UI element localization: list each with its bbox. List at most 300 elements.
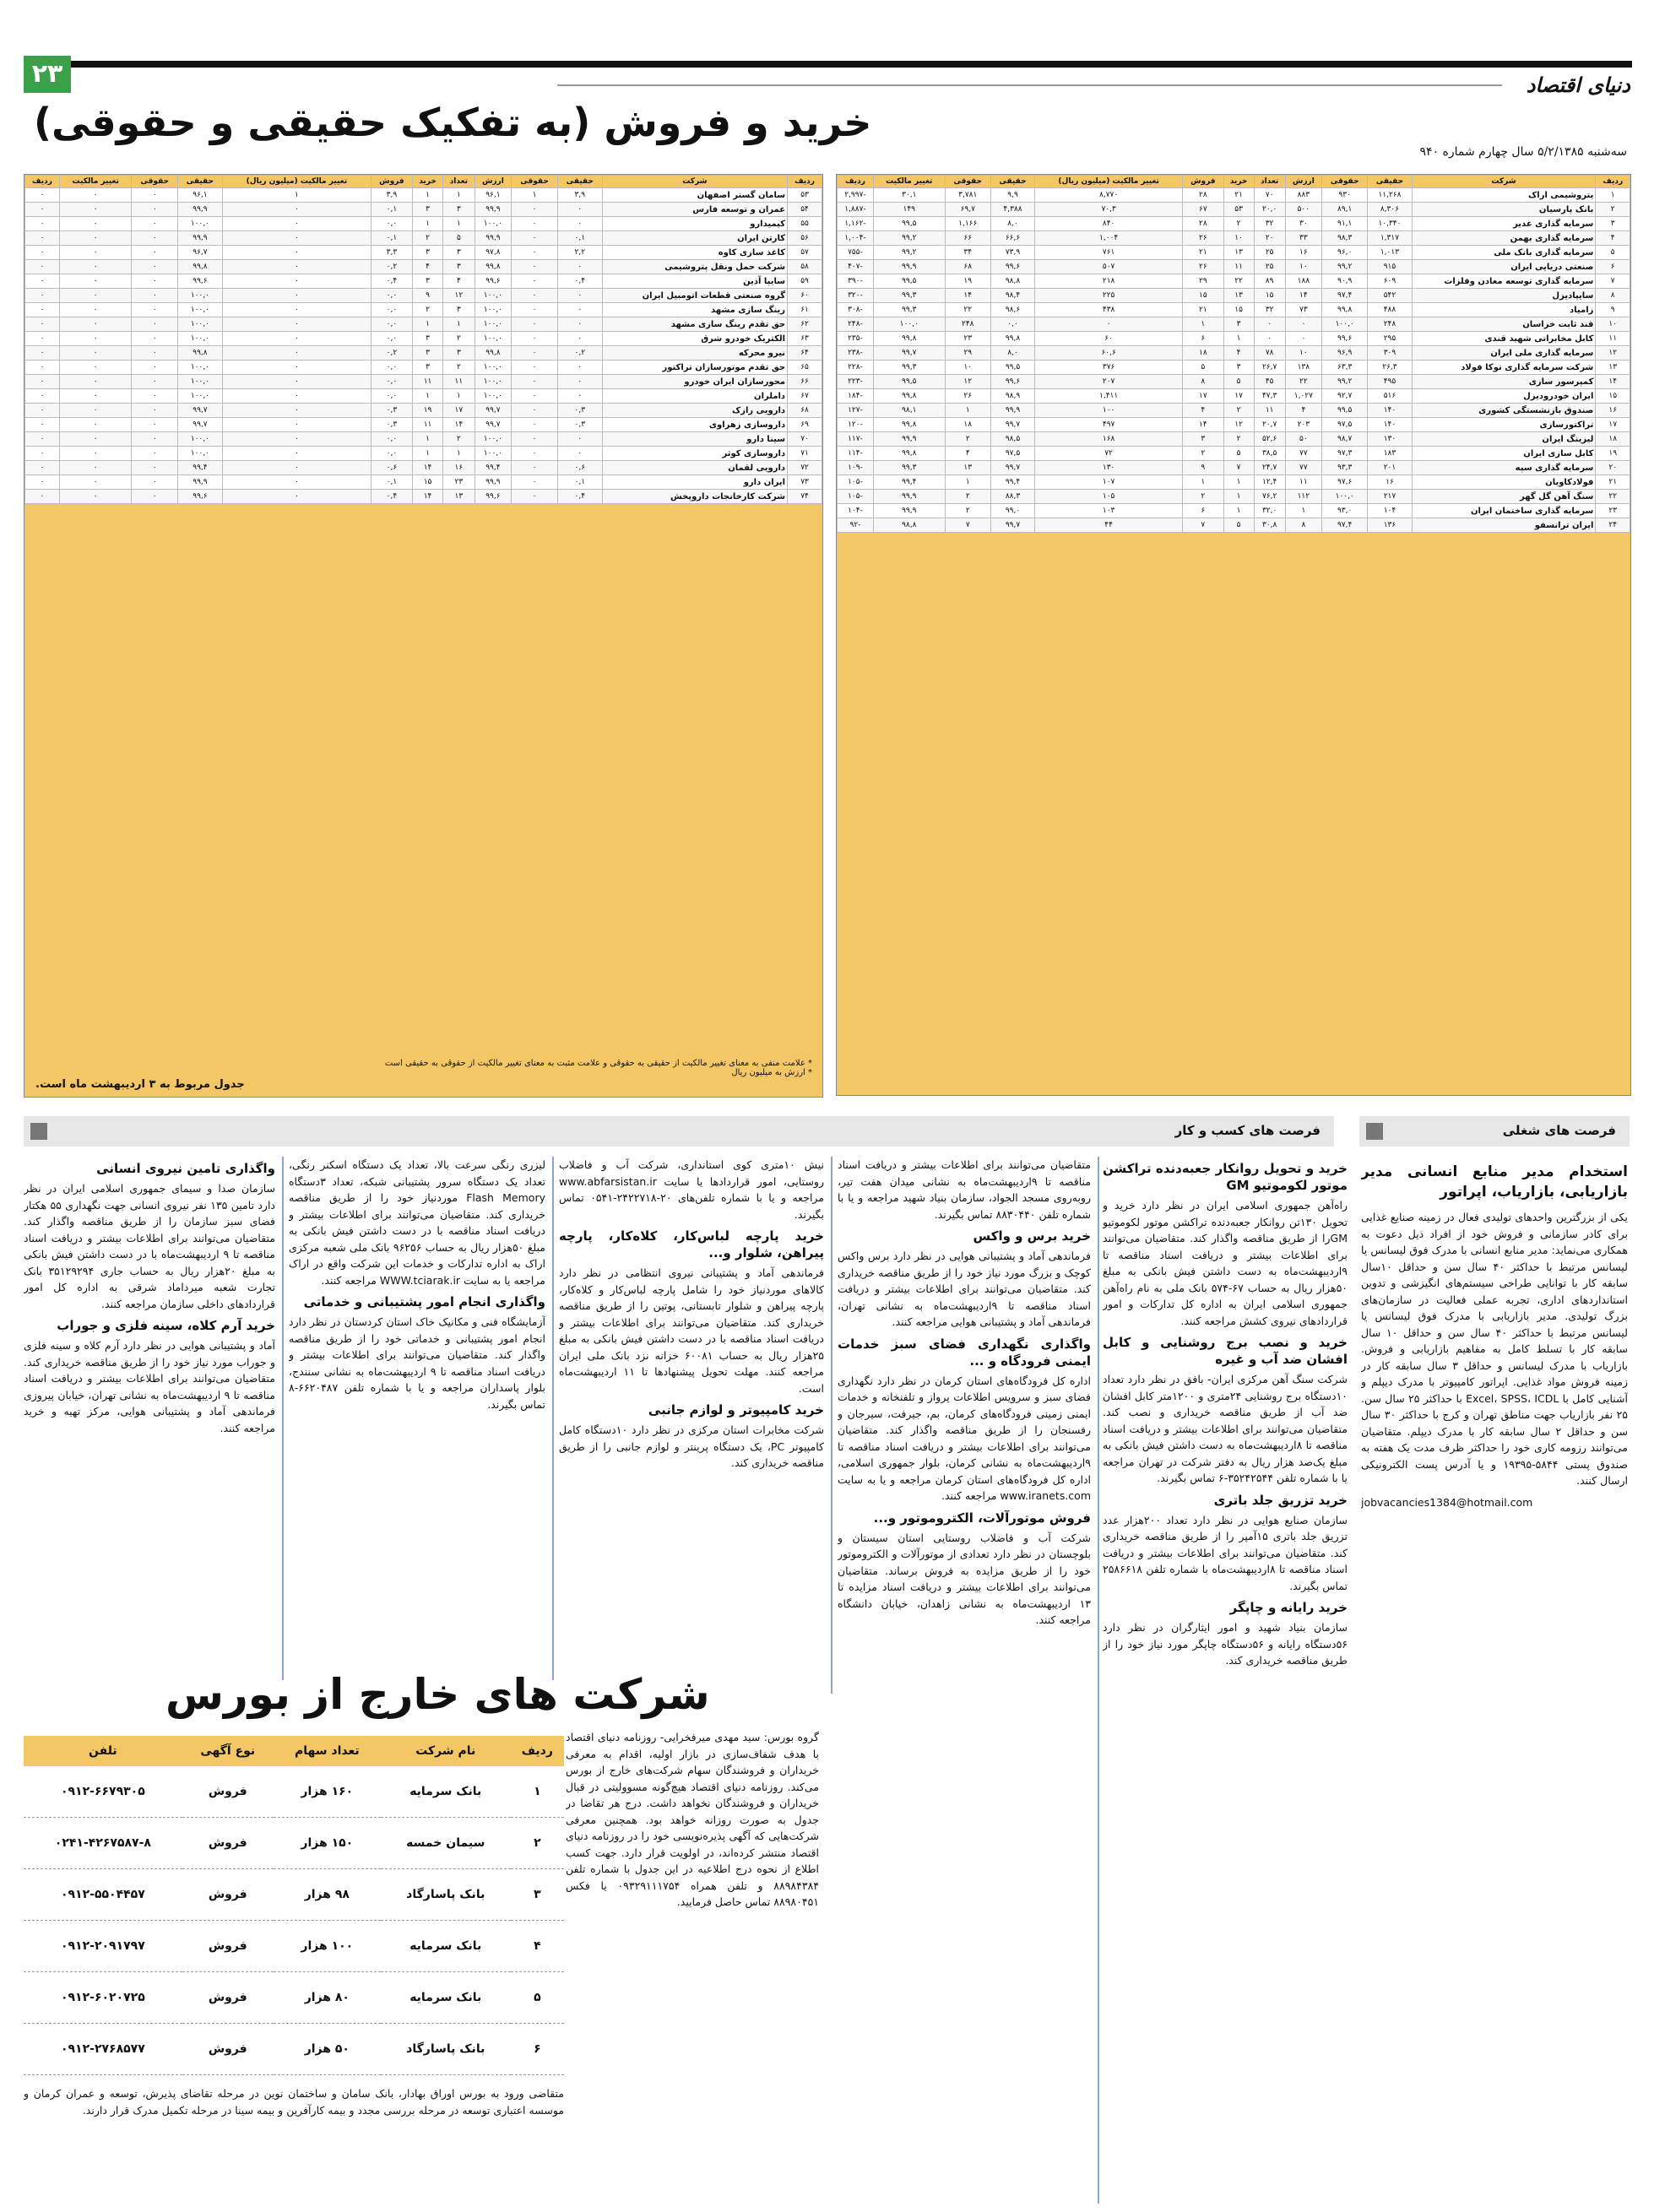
table-cell: ۲۳ [1596, 504, 1630, 518]
table-cell: ۱۱ [443, 375, 475, 389]
table-cell: ۰ [60, 375, 132, 389]
table-cell: ۹,۹ [990, 188, 1034, 203]
table-cell: ۶۶ [945, 231, 990, 246]
table-cell: ۰ [557, 447, 602, 461]
table-cell: ۱۰۰,۰ [178, 447, 223, 461]
top-rule [24, 61, 1632, 68]
table-cell: ۰ [25, 361, 60, 375]
company-name: تراکتورسازی [1412, 418, 1596, 432]
table-row [25, 432, 822, 447]
table-cell: ۰ [512, 418, 558, 432]
column-header: تعداد [1254, 176, 1285, 188]
section-header-business [24, 1116, 1334, 1147]
table-cell: ۴۴ [1035, 518, 1183, 533]
table-cell: فروش [182, 1869, 274, 1921]
table-cell: ۰ [512, 289, 558, 303]
table-row [838, 289, 1630, 303]
table-cell: ۱۳۸ [1285, 361, 1321, 375]
table-cell: ۰ [512, 246, 558, 260]
table-cell: ۶۰,۶ [1035, 346, 1183, 361]
table-cell: ۱۳۶ [1368, 518, 1412, 533]
ad-text: شرکت آب و فاضلاب روستایی استان سیستان و بلوچستان در نظر دارد تعدادی از موتورآلات و الکتروموتور خود را از طریق مزایده به فروش برساند. متقاضیان می‌توانند برای اطلاعات بیشتر و دریافت اسناد مزایده تا ۱۳ اردیبهشت‌ماه به نشانی زاهدان، خیابان دانشگاه مراجعه کنند. [838, 1531, 1091, 1626]
table-cell: ۹۹,۳ [873, 361, 945, 375]
table-cell: ۹۹,۹ [475, 231, 512, 246]
table-cell: ۰,۳ [557, 404, 602, 418]
table-cell: ۰ [222, 346, 371, 361]
table-cell: ۴۳۸ [1035, 303, 1183, 317]
table-cell: ۹ [1596, 303, 1630, 317]
table-cell: ۲,۲ [557, 246, 602, 260]
ad-heading: خرید و نصب برج روشنایی و کابل افشان ضد آب و غیره [1103, 1335, 1348, 1367]
table-cell: ۰ [557, 317, 602, 332]
table-cell: ۰ [512, 447, 558, 461]
table-cell: ۱۰۰,۰ [178, 332, 223, 346]
table-cell: ۹۹,۸ [178, 346, 223, 361]
table-cell: ۹۹,۹ [178, 231, 223, 246]
table-cell: بانک پاسارگاد [381, 1869, 511, 1921]
company-name: دارویی لقمان [602, 461, 787, 475]
table-row [25, 203, 822, 217]
column-header: ردیف [788, 176, 822, 188]
table-cell: ۸۸,۳ [990, 490, 1034, 504]
table-cell: ۵۴ [788, 203, 822, 217]
table-cell: ۴ [443, 274, 475, 289]
table-cell: ۸۸۳ [1285, 188, 1321, 203]
phone-number: ۰۹۱۲-۵۵۰۴۴۵۷ [24, 1869, 182, 1921]
table-row [838, 332, 1630, 346]
table-cell: ۴ [511, 1921, 564, 1972]
table-cell: -۱۰۵ [838, 475, 874, 490]
table-cell: ۹۶,۰ [1322, 246, 1368, 260]
table-cell: ۲ [1183, 490, 1223, 504]
table-cell: ۰ [132, 317, 178, 332]
table-cell: ۲۹۵ [1368, 332, 1412, 346]
table-cell: ۱ [443, 217, 475, 231]
table-cell: ۰ [512, 203, 558, 217]
table-cell: ۹۹,۴ [873, 475, 945, 490]
table-cell: ۹۹,۹ [873, 490, 945, 504]
table-cell: ۵۵ [788, 217, 822, 231]
table-cell: -۱۲۷ [838, 404, 874, 418]
table-cell: ۰ [222, 475, 371, 490]
table-cell: ۰ [222, 361, 371, 375]
company-name: سینا دارو [602, 432, 787, 447]
table-cell: ۹۹,۷ [990, 461, 1034, 475]
ad-text: فرماندهی آماد و پشتیبانی هوایی در نظر دارد برس واکس کوچک و بزرگ مورد نیاز خود را از طریق مناقصه خریداری کند. متقاضیان می‌توانند برای اطلاعات بیشتر و دریافت اسناد مناقصه تا ۹اردیبهشت‌ماه به نشانی تهران، فرماندهی آماد و پشتیبانی هوایی مراجعه کنند. [838, 1250, 1091, 1328]
table-cell: ۱ [1183, 317, 1223, 332]
table-cell: ۱۰۵ [1035, 490, 1183, 504]
delisted-banner: شرکت های خارج از بورس [165, 1670, 710, 1719]
company-name: قند ثابت خراسان [1412, 317, 1596, 332]
table-cell: ۰ [132, 303, 178, 317]
table-cell: ۱۰۰,۰ [1322, 490, 1368, 504]
table-cell: ۹۹,۸ [873, 447, 945, 461]
table-cell: ۲۶ [1183, 231, 1223, 246]
table-cell: ۲۶,۷ [1254, 361, 1285, 375]
table-cell: ۹۹,۲ [873, 231, 945, 246]
table-cell: ۰,۴ [371, 490, 413, 504]
column-header: حقیقی [178, 176, 223, 188]
table-cell: ۳۰ [1285, 217, 1321, 231]
table-cell: ۱۰ [1596, 317, 1630, 332]
column-header: حقیقی [990, 176, 1034, 188]
table-cell: -۱۱۷ [838, 432, 874, 447]
ad-text: سازمان بنیاد شهید و امور ایثارگران در نظر دارد ۵۶دستگاه رایانه و ۵۶دستگاه چاپگر مورد نیاز خود را از طریق مناقصه خریداری کند. [1103, 1621, 1348, 1667]
company-name: داروسازی زهراوی [602, 418, 787, 432]
column-divider [552, 1157, 554, 1680]
table-cell: ۹۳,۳ [1322, 461, 1368, 475]
table-row [24, 2024, 564, 2075]
table-cell: ۳۰,۱ [873, 188, 945, 203]
table-cell: ۰ [557, 260, 602, 274]
table-cell: ۱۰۰,۰ [178, 361, 223, 375]
table-cell: ۲۹ [945, 346, 990, 361]
company-name: زامیاد [1412, 303, 1596, 317]
table-cell: ۰ [1285, 332, 1321, 346]
table-cell: ۲۲ [945, 303, 990, 317]
table-date-note: جدول مربوط به ۳ اردیبهشت ماه است. [35, 1078, 245, 1091]
table-cell: ۱۱ [1223, 260, 1254, 274]
delisted-table [24, 1736, 564, 2075]
table-cell: ۰ [25, 389, 60, 404]
footnote: * علامت منفی به معنای تغییر مالکیت از حقیقی به حقوقی و علامت مثبت به معنای تغییر مالکیت از حقوقی به حقیقی است [384, 1059, 812, 1068]
delisted-text: گروه بورس: سید مهدی میرفخرایی- روزنامه دنیای اقتصاد با هدف شفاف‌سازی در بازار اولیه، اقدام به معرفی خریداران و فروشندگان سهام شرکت‌های خارج از بورس می‌کند. روزنامه دنیای اقتصاد هیچ‌گونه مسوولیتی در قبال خریداران و فروشندگان نخواهد داشت. درج هر تقاضا در جدول به صورت روزانه خواهد بود. همچنین معرفی شرکت‌هایی که آگهی پذیره‌نویسی خود را در روزنامه دنیای اقتصاد منتشر کرده‌اند، در اولویت قرار دارد. جهت کسب اطلاع از نحوه درج اطلاعیه در این جدول با شماره تلفن ۸۸۹۸۴۳۸۴ و تلفن همراه ۰۹۳۲۹۱۱۱۷۵۴ یا فکس ۸۸۹۸۰۴۵۱ تماس حاصل فرمایید. [566, 1731, 819, 1908]
company-name: سرمایه گذاری بهمن [1412, 231, 1596, 246]
table-cell: ۰,۰ [371, 375, 413, 389]
table-row [838, 389, 1630, 404]
table-cell: ۹۹,۶ [1322, 332, 1368, 346]
table-cell: ۳۲ [1254, 217, 1285, 231]
column-header: حقیقی [557, 176, 602, 188]
table-cell: ۰ [512, 217, 558, 231]
company-name: سرمایه گذاری ساختمان ایران [1412, 504, 1596, 518]
table-row [838, 317, 1630, 332]
job-text: یکی از بزرگترین واحدهای تولیدی فعال در زمینه صنایع غذایی برای کادر سازمانی و فروش خود از افراد ذیل دعوت به همکاری می‌نماید: مدیر منابع انسانی با مدرک فوق لیسانس یا لیسانس مرتبط با حداکثر ۴۰ سال سن و حداقل ۱۰سال سابقه کار با توانایی طراحی سیستم‌های انگیزشی و تدوین استانداردهای اداری، تجربه عملی فعالیت در سازمان‌های بزرگ تولیدی. مدیر بازاریابی با مدرک فوق لیسانس یا لیسانس مرتبط با حداکثر ۴۰ سال سن و حداقل ۱۰ سال سابقه کار با تسلط کامل به مفاهیم بازاریابی و فروش. بازاریاب با مدرک لیسانس و حداقل ۳ سال سابقه کار در زمینه فروش مواد غذایی. اپراتور کامپیوتر با مدرک دیپلم و آشنایی کامل با Excel، SPSS، ICDL با حداکثر ۲۵ سال سن. ۲۵ نفر بازاریاب جهت مناطق تهران و کرج با حداکثر ۳۰ سال سن و حداقل ۲ سال سابقه کار با مدرک دیپلم. متقاضیان می‌توانند رزومه کاری خود را حداکثر ظرف مدت یک هفته به صندوق پستی ۵۸۴۴-۱۹۳۹۵ و یا آدرس پست الکترونیکی ارسال کنند. [1361, 1211, 1628, 1487]
job-email[interactable]: jobvacancies1384@hotmail.com [1361, 1495, 1533, 1509]
table-cell: ۰ [60, 361, 132, 375]
table-footnotes [25, 1057, 819, 1094]
table-cell: -۷۵۵ [838, 246, 874, 260]
column-header: تغییر مالکیت (میلیون ریال) [222, 176, 371, 188]
table-cell: ۰ [222, 203, 371, 217]
company-name: کابل مخابراتی شهید قندی [1412, 332, 1596, 346]
table-cell: ۰ [557, 303, 602, 317]
table-cell: ۳ [412, 203, 442, 217]
table-cell: ۱۶ [1368, 475, 1412, 490]
table-cell: ۰ [60, 289, 132, 303]
table-cell: ۸,۷۷۰ [1035, 188, 1183, 203]
column-header: تعداد سهام [274, 1736, 381, 1766]
table-cell: ۳ [443, 303, 475, 317]
table-cell: -۱۸۴ [838, 389, 874, 404]
company-name: عمران و توسعه فارس [602, 203, 787, 217]
table-cell: ۴۹۵ [1368, 375, 1412, 389]
table-cell: ۳۷۶ [1035, 361, 1183, 375]
table-cell: ۰ [25, 203, 60, 217]
table-cell: ۱۵۰ هزار [274, 1818, 381, 1869]
table-cell: ۱۰۰,۰ [475, 289, 512, 303]
table-cell: ۹۱,۱ [1322, 217, 1368, 231]
table-cell: ۲۵ [1254, 260, 1285, 274]
table-cell: ۹۹,۲ [1322, 260, 1368, 274]
table-cell: ۴ [945, 447, 990, 461]
column-header: تغییر مالکیت [60, 176, 132, 188]
company-name: ایران خودرودیزل [1412, 389, 1596, 404]
table-cell: ۹۸,۷ [1322, 432, 1368, 447]
table-cell: ۱۷ [1183, 389, 1223, 404]
table-cell: ۳ [1596, 217, 1630, 231]
table-cell: بانک سرمایه [381, 1921, 511, 1972]
table-cell: ۵ [1223, 375, 1254, 389]
table-cell: ۷۲ [788, 461, 822, 475]
table-row [838, 490, 1630, 504]
table-cell: ۶۷ [1183, 203, 1223, 217]
table-cell: ۰ [60, 461, 132, 475]
table-cell: ۲۲ [1596, 490, 1630, 504]
column-header: حقوقی [1322, 176, 1368, 188]
table-cell: ۰,۰ [990, 317, 1034, 332]
table-cell: ۰ [512, 346, 558, 361]
company-name: سامان گستر اصفهان [602, 188, 787, 203]
company-name: کیمیدارو [602, 217, 787, 231]
table-cell: ۰ [512, 303, 558, 317]
table-row [25, 217, 822, 231]
table-cell: ۱,۳۱۷ [1368, 231, 1412, 246]
table-cell: ۰ [222, 418, 371, 432]
table-cell: ۹۸,۴ [990, 289, 1034, 303]
ad-heading: خرید برس و واکس [973, 1228, 1091, 1244]
table-cell: ۹۹,۸ [1322, 303, 1368, 317]
table-cell: ۰ [222, 490, 371, 504]
table-row [838, 418, 1630, 432]
table-cell: ۰ [60, 260, 132, 274]
table-cell: ۲۶ [1183, 260, 1223, 274]
table-cell: ۳۰,۸ [1254, 518, 1285, 533]
table-cell: ۲۸ [1183, 217, 1223, 231]
column-header: خرید [412, 176, 442, 188]
table-row [838, 432, 1630, 447]
table-cell: ۱ [412, 188, 442, 203]
ad-heading: خرید کامپیوتر و لوازم جانبی [648, 1402, 824, 1418]
table-cell: ۹۳,۰ [1322, 504, 1368, 518]
table-cell: ۷۳ [1285, 303, 1321, 317]
table-cell: ۱ [222, 188, 371, 203]
table-cell: -۹۲ [838, 518, 874, 533]
table-cell: ۰ [222, 461, 371, 475]
table-row [25, 289, 822, 303]
table-cell: ۱۰ [1285, 260, 1321, 274]
table-cell: ۱۶ [1285, 246, 1321, 260]
table-row [838, 274, 1630, 289]
table-cell: ۰,۰ [371, 361, 413, 375]
table-cell: ۰ [25, 432, 60, 447]
table-cell: ۰,۴ [371, 274, 413, 289]
table-cell: ۰ [132, 389, 178, 404]
table-cell: ۵۴۲ [1368, 289, 1412, 303]
table-cell: ۹۸,۳ [1322, 231, 1368, 246]
table-cell: ۹۹,۷ [178, 418, 223, 432]
company-name: ایران ترانسفو [1412, 518, 1596, 533]
table-row [838, 346, 1630, 361]
ad-heading: واگذاری انجام امور پشتیبانی و خدماتی [303, 1294, 545, 1309]
table-cell: ۳۲,۰ [1254, 504, 1285, 518]
table-row [25, 490, 822, 504]
table-cell: ۱۶ [1596, 404, 1630, 418]
table-cell: ۰ [25, 231, 60, 246]
company-name: کابل سازی ایران [1412, 447, 1596, 461]
table-cell: ۹۹,۷ [475, 404, 512, 418]
table-cell: ۱,۰۱۳ [1368, 246, 1412, 260]
table-cell: ۷ [1183, 518, 1223, 533]
table-cell: ۲ [945, 432, 990, 447]
table-cell: ۶۱ [788, 303, 822, 317]
table-cell: ۱۵ [1223, 303, 1254, 317]
table-cell: ۰ [512, 389, 558, 404]
column-header: تعداد [443, 176, 475, 188]
table-cell: ۹۹,۹ [990, 404, 1034, 418]
business-column [24, 1157, 275, 1680]
column-divider [831, 1157, 832, 1694]
table-cell: ۱۰۰,۰ [475, 361, 512, 375]
table-cell: ۹۹,۷ [873, 346, 945, 361]
table-cell: ۸۹ [1254, 274, 1285, 289]
table-cell: ۶ [1596, 260, 1630, 274]
table-row [24, 1818, 564, 1869]
table-cell: ۰ [25, 260, 60, 274]
table-row [838, 203, 1630, 217]
table-cell: -۱۰۵ [838, 490, 874, 504]
table-cell: ۳۳ [1285, 231, 1321, 246]
table-cell: ۱,۰۰۴ [1035, 231, 1183, 246]
table-cell: ۰ [512, 490, 558, 504]
table-cell: ۰,۰ [371, 389, 413, 404]
table-cell: ۶۰ [788, 289, 822, 303]
column-header: فروش [371, 176, 413, 188]
table-cell: ۰ [222, 317, 371, 332]
table-cell: ۲۰ [1254, 231, 1285, 246]
table-cell: ۷۰,۳ [1035, 203, 1183, 217]
table-cell: ۱ [412, 389, 442, 404]
table-cell: ۰,۱ [557, 475, 602, 490]
table-cell: بانک سرمایه [381, 1972, 511, 2024]
table-row [24, 1972, 564, 2024]
table-cell: ۰ [132, 332, 178, 346]
table-cell: ۰ [25, 289, 60, 303]
table-cell: -۲۳۸ [838, 346, 874, 361]
table-row [25, 317, 822, 332]
table-cell: ۰ [132, 361, 178, 375]
table-cell: ۱۹ [945, 274, 990, 289]
ad-text: آماد و پشتیبانی هوایی در نظر دارد آرم کلاه و سینه فلزی و جوراب مورد نیاز خود را از طریق مناقصه خریداری کند. متقاضیان می‌توانند برای اطلاعات بیشتر و دریافت اسناد مناقصه تا ۹ اردیبهشت‌ماه به نشانی تهران، خیابان پیروزی فرماندهی آماد و پشتیبانی هوایی، مرکز تهیه و خرید مراجعه کنند. [24, 1339, 275, 1434]
table-cell: ۹۹,۵ [873, 274, 945, 289]
table-cell: ۰ [512, 361, 558, 375]
table-cell: فروش [182, 1972, 274, 2024]
table-row [25, 274, 822, 289]
table-cell: ۱۱ [1596, 332, 1630, 346]
table-cell: ۰ [512, 461, 558, 475]
table-cell: ۱۰۰,۰ [475, 217, 512, 231]
table-cell: ۹۷,۴ [1322, 289, 1368, 303]
table-cell: ۵۰۰ [1285, 203, 1321, 217]
table-cell: ۹۶,۹ [1322, 346, 1368, 361]
table-cell: ۱۰۳ [1035, 504, 1183, 518]
table-cell: ۱ [412, 432, 442, 447]
column-header: فروش [1183, 176, 1223, 188]
table-cell: ۲۲ [1285, 375, 1321, 389]
table-cell: ۰ [557, 332, 602, 346]
table-cell: ۹۹,۷ [475, 418, 512, 432]
table-cell: ۹۹,۴ [990, 475, 1034, 490]
table-cell: ۱۳ [1223, 246, 1254, 260]
company-name: داروسازی کوثر [602, 447, 787, 461]
table-cell: ۵ [511, 1972, 564, 2024]
table-row [838, 518, 1630, 533]
table-cell: ۷ [1596, 274, 1630, 289]
table-cell: ۰ [60, 274, 132, 289]
stock-table-right [836, 174, 1631, 1096]
table-cell: ۰ [60, 303, 132, 317]
table-cell: ۲ [1223, 217, 1254, 231]
table-cell: ۷۸ [1254, 346, 1285, 361]
table-cell: ۱۲ [945, 375, 990, 389]
table-cell: ۰,۰ [371, 289, 413, 303]
table-cell: ۰ [60, 203, 132, 217]
table-cell: ۱,۰۲۷ [1285, 389, 1321, 404]
table-cell: ۰ [1254, 332, 1285, 346]
table-cell: ۰ [132, 490, 178, 504]
company-name: الکتریک خودرو شرق [602, 332, 787, 346]
table-cell: ۱ [443, 389, 475, 404]
header-divider [557, 84, 1502, 86]
table-cell: ۱ [1223, 475, 1254, 490]
table-cell: ۸,۳۰۶ [1368, 203, 1412, 217]
table-row [24, 1869, 564, 1921]
job-heading: استخدام مدیر منابع انسانی مدیر بازاریابی، بازاریاب، اپراتور [1361, 1163, 1628, 1201]
table-cell: ۰ [512, 404, 558, 418]
table-cell: ۲ [511, 1818, 564, 1869]
table-cell: ۲۶ [945, 389, 990, 404]
table-cell: ۱۰۰,۰ [475, 432, 512, 447]
table-cell: ۷۲ [1035, 447, 1183, 461]
table-cell: ۱۰۰,۰ [178, 289, 223, 303]
table-cell: ۸,۰ [990, 217, 1034, 231]
ad-heading: خرید تزریق جلد باتری [1213, 1492, 1348, 1508]
table-cell: ۰ [512, 332, 558, 346]
table-cell: ۲ [412, 303, 442, 317]
table-cell: ۰ [60, 389, 132, 404]
table-cell: ۵۰ هزار [274, 2024, 381, 2075]
table-cell: ۱ [443, 188, 475, 203]
table-cell: ۱۰۰,۰ [475, 317, 512, 332]
table-cell: ۰ [222, 375, 371, 389]
table-cell: ۲۶,۳ [1368, 361, 1412, 375]
company-name: شرکت سرمایه گذاری توکا فولاد [1412, 361, 1596, 375]
newspaper-logo: دنیای اقتصاد [1526, 73, 1630, 97]
company-name: دارویی رازک [602, 404, 787, 418]
table-cell: ۲۲۵ [1035, 289, 1183, 303]
table-cell: ۷۰ [788, 432, 822, 447]
table-cell: ۲۲ [1223, 274, 1254, 289]
table-cell: ۹۹,۸ [990, 332, 1034, 346]
table-cell: ۰ [25, 404, 60, 418]
company-name: سرمایه گذاری ملی ایران [1412, 346, 1596, 361]
ad-text: سازمان صدا و سیمای جمهوری اسلامی ایران در نظر دارد تامین ۱۳۵ نفر نیروی انسانی جهت نگهداری ۵۵ هکتار فضای سبز سازمان را از طریق مناقصه واگذار کند. متقاضیان می‌توانند برای اطلاعات بیشتر و دریافت اسناد مناقصه تا ۹ اردیبهشت‌ماه با در دست داشتن فیش بانکی به مبلغ ۲۰هزار ریال به حساب جاری ۳۵۱۲۹۲۹۴ بانک تجارت شعبه میرداماد شرقی به اداره کل امور قراردادهای داخلی سازمان مراجعه کنند. [24, 1182, 275, 1310]
table-cell: ۱۰۰,۰ [178, 317, 223, 332]
table-row [24, 1921, 564, 1972]
table-row [25, 404, 822, 418]
table-cell: ۱۶۰ هزار [274, 1766, 381, 1818]
table-cell: ۱۱,۲۶۸ [1368, 188, 1412, 203]
